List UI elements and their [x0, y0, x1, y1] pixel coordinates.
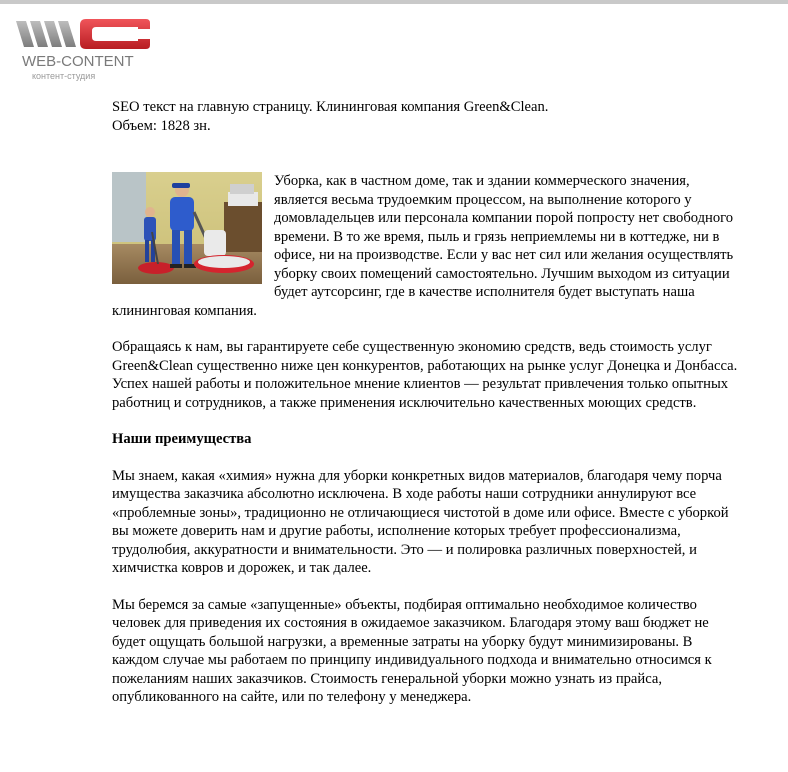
document-body	[112, 98, 740, 707]
cleaning-photo	[112, 172, 262, 284]
paragraph-savings: Обращаясь к нам, вы гарантируете себе существенную экономию средств, ведь стоимость услуг Green&Clean существенно ниже цен конкурентов, работающих на рынке услуг Донецка и Донбасса. Успех нашей работы и положительное мнение клиентов — результат привлечения только опытных работниц и сотрудников, а также применения исключительно качественных моющих средств.	[112, 339, 738, 411]
document-title: SEO текст на главную страницу. Клининговая компания Green&Clean.	[112, 99, 549, 115]
section-heading: Наши преимущества	[112, 431, 252, 447]
paragraph-intro: Уборка, как в частном доме, так и здании коммерческого значения, является весьма трудоемким процессом, на выполнение которого у домовладельцев или персонала компании порой попросту нет свободного времени. В то же время, пыль и грязь неприемлемы ни в коттедже, ни в офисе, ни на производстве. Если у вас нет сил или желания осуществлять уборку своих помещений самостоятельно. Лучшим выходом из ситуации будет аутсорсинг, где в качестве исполнителя будет выступать наша клининговая компания.	[112, 173, 734, 319]
paragraph-chemistry: Мы знаем, какая «химия» нужна для уборки конкретных видов материалов, благодаря чему порча имущества заказчика абсолютно исключена. В ходе работы наши сотрудники аннулируют все «проблемные зоны», традиционно не отличающиеся чистотой в доме или офисе. Вместе с уборкой вы можете доверить нам и другие работы, исполнение которых требует профессионализма, трудолюбия, аккуратности и внимательности. Это — и полировка различных поверхностей, и химчистка ковров и дорожек, и так далее.	[112, 467, 729, 576]
logo-name: WEB-CONTENT	[22, 53, 134, 70]
logo-mark-icon	[12, 13, 152, 55]
paragraph-objects: Мы беремся за самые «запущенные» объекты, подбирая оптимально необходимое количество человек для приведения их состояния в ожидаемое заказчиком. Благодаря этому ваш бюджет не будет ощущать большой нагрузки, а временные затраты на уборку будут минимизированы. В каждом случае мы работаем по принципу индивидуального подхода и внимательно относимся к пожеланиям наших заказчиков. Стоимость генеральной уборки можно узнать из прайса, опубликованного на сайте, или по телефону у менеджера.	[112, 596, 712, 705]
top-rule	[0, 0, 788, 4]
intro-block	[112, 172, 740, 320]
logo-tagline: контент-студия	[32, 71, 96, 81]
document-volume: Объем: 1828 зн.	[112, 117, 211, 134]
logo	[12, 13, 152, 85]
